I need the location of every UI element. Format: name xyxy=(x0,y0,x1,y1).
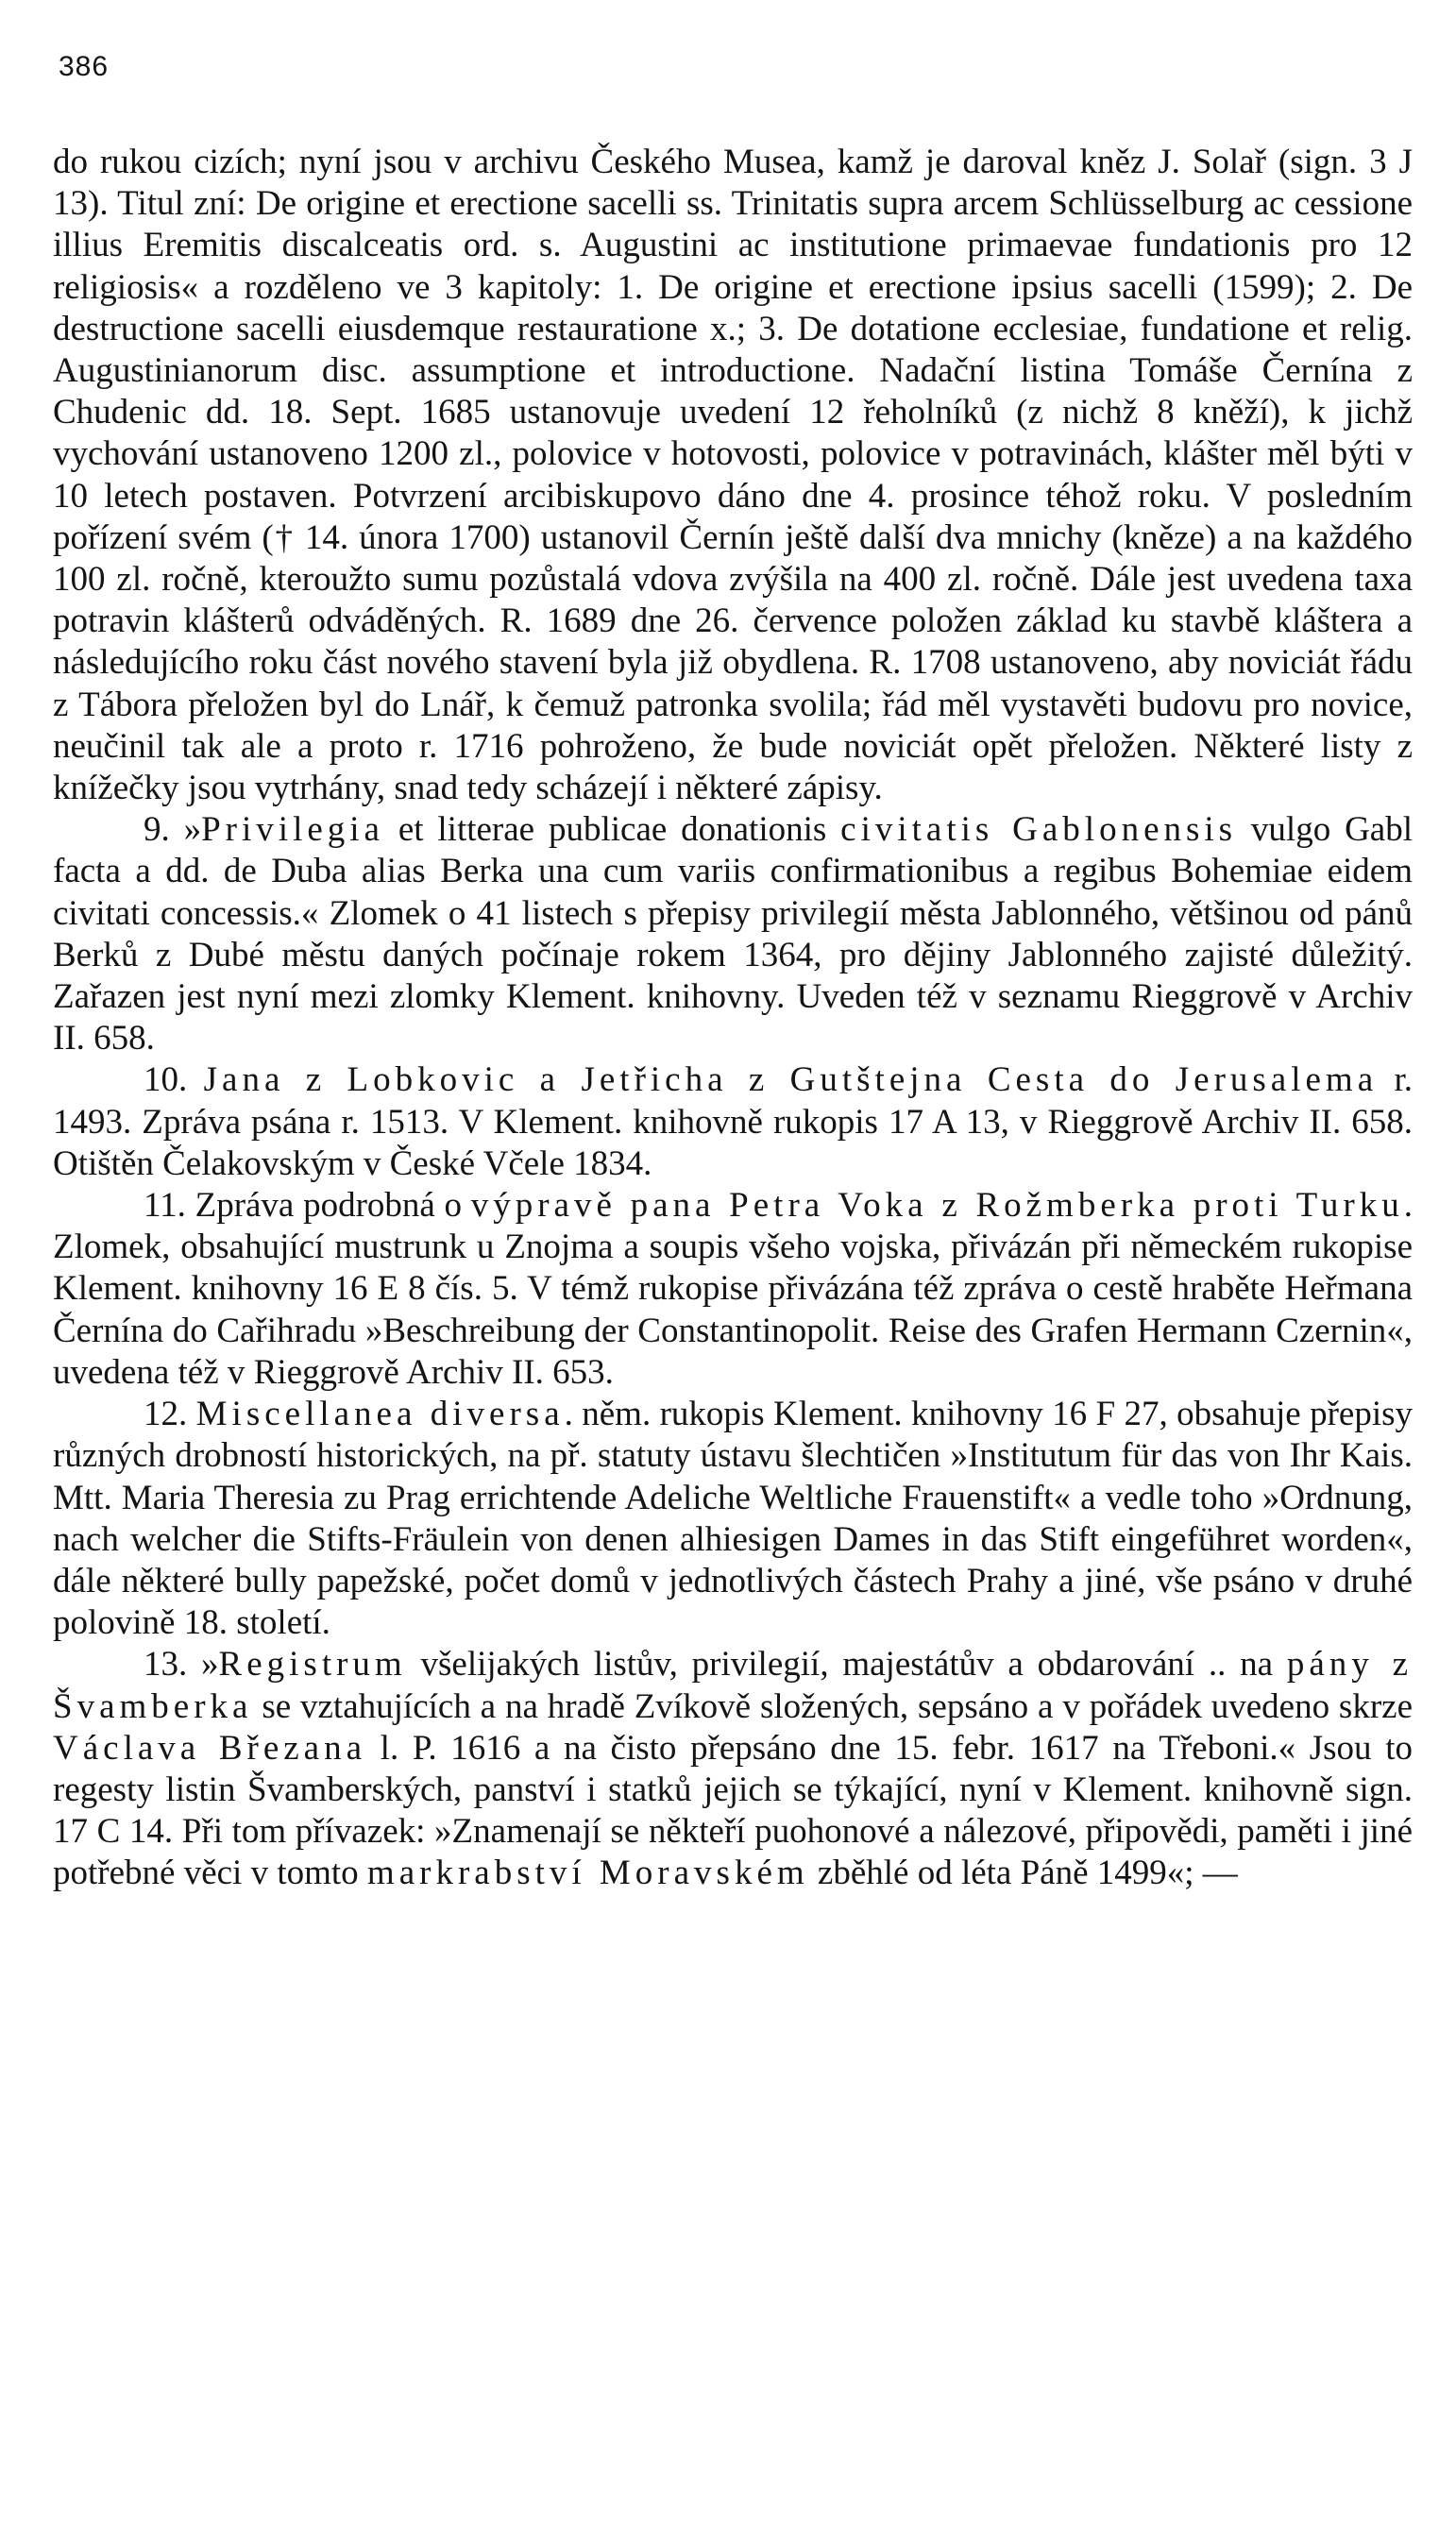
text-run: 11. Zpráva podrobná o xyxy=(144,1186,471,1226)
paragraph-item-12 xyxy=(53,1394,1413,1644)
paragraph-item-10 xyxy=(53,1059,1413,1185)
paragraph-continuation xyxy=(53,142,1413,809)
text-run: l. P. 1616 a na čisto přepsáno dne 15. febr. 1617 na Třeboni.« Jsou to regesty listin Švamberských, panství i statků jejich se týkající, nyní v Klement. knihovně sign. 17 C 14. Při tom přívazek: »Znamenají se někteří puohonové a nálezové, připovědi, paměti i jiné potřebné věci v tomto xyxy=(53,1728,1413,1893)
spaced-title: Privilegia xyxy=(201,810,384,850)
spaced-title: Registrum xyxy=(218,1645,407,1685)
paragraph-item-13 xyxy=(53,1644,1413,1894)
spaced-title: výpravě pana Petra Voka z Rožmberka proti Turku xyxy=(470,1186,1404,1226)
body-text xyxy=(53,142,1413,1895)
text-run: r. 1493. Zpráva psána r. 1513. V Klement. knihovně rukopis 17 A 13, v Rieggrově Archiv II. 658. Otištěn Čelakovským v České Včele 1834. xyxy=(53,1060,1414,1183)
spaced-title: markrabství Moravském xyxy=(366,1854,809,1893)
text-run: et litterae publicae donationis xyxy=(383,810,841,850)
text-run: se vztahujících a na hradě Zvíkově složených, sepsáno a v pořádek uvedeno skrze xyxy=(252,1686,1413,1726)
text-run: . něm. rukopis Klement. knihovny 16 F 27, obsahuje přepisy různých drobností historických, na př. statuty ústavu šlechtičen »Institutum für das von Ihr Kais. Mtt. Maria Theresia zu Prag errichtende Adeliche Weltliche Frauenstift« a vedle toho »Ordnung, nach welcher die Stifts-Fräulein von denen alhiesigen Dames in das Stift eingeführet worden«, dále některé bully papežské, počet domů v jednotlivých částech Prahy a jiné, vše psáno v druhé polovině 18. století. xyxy=(53,1395,1413,1643)
paragraph-item-9 xyxy=(53,809,1413,1059)
spaced-title: Miscellanea diversa xyxy=(195,1395,565,1434)
text-run: vulgo Gabl facta a dd. de Duba alias Berka una cum variis confirmationibus a regibus Bohemiae eidem civitati concessis.« Zlomek o 41 listech s přepisy privilegií města Jablonného, většinou od pánů Berků z Dubé městu daných počínaje rokem 1364, pro dějiny Jablonného zajisté důležitý. Zařazen jest nyní mezi zlomky Klement. knihovny. Uveden též v seznamu Rieggrově v Archiv II. 658. xyxy=(53,810,1413,1058)
page-number: 386 xyxy=(59,51,110,82)
spaced-title: Jana z Lobkovic a Jetřicha z Gutštejna Cesta do Jerusalema xyxy=(203,1060,1379,1100)
spaced-title: civitatis Gablonensis xyxy=(840,810,1238,850)
text-run: 12. xyxy=(144,1395,196,1434)
text-run: . Zlomek, obsahující mustrunk u Znojma a soupis všeho vojska, přivázán při německém rukopise Klement. knihovny 16 E 8 čís. 5. V témž rukopise přivázána též zpráva o cestě hraběte Heřmana Černína do Cařihradu »Beschreibung der Constantinopolit. Reise des Grafen Hermann Czernin«, uvedena též v Rieggrově Archiv II. 653. xyxy=(53,1186,1413,1392)
paragraph-item-11 xyxy=(53,1185,1413,1394)
text-run: 13. » xyxy=(144,1645,219,1685)
text-run: 9. » xyxy=(144,810,202,850)
text-run: zběhlé od léta Páně 1499«; — xyxy=(808,1854,1238,1893)
text-run: všelijakých listův, privilegií, majestátův a obdarování .. na xyxy=(406,1645,1287,1685)
spaced-title: pány z Švamberka xyxy=(53,1645,1414,1726)
spaced-title: Václava Březana xyxy=(53,1728,367,1768)
text-run: do rukou cizích; nyní jsou v archivu Českého Musea, kamž je daroval kněz J. Solař (sign. 3 J 13). Titul zní: De origine et erectione sacelli ss. Trinitatis supra arcem Schlüsselburg ac cessione illius Eremitis discalceatis ord. s. Augustini ac institutione primaevae fundationis pro 12 religiosis« a rozděleno ve 3 kapitoly: 1. De origine et erectione ipsius sacelli (1599); 2. De destructione sacelli eiusdemque restauratione x.; 3. De dotatione ecclesiae, fundatione et relig. Augustinianorum disc. assumptione et introductione. Nadační listina Tomáše Černína z Chudenic dd. 18. Sept. 1685 ustanovuje uvedení 12 řeholníků (z nichž 8 kněží), k jichž vychování ustanoveno 1200 zl., polovice v hotovosti, polovice v potravinách, klášter měl býti v 10 letech postaven. Potvrzení arcibiskupovo dáno dne 4. prosince téhož roku. V posledním pořízení svém († 14. února 1700) ustanovil Černín ještě další dva mnichy (kněze) a na každého 100 zl. ročně, kteroužto sumu pozůstalá vdova zvýšila na 400 zl. ročně. Dále jest uvedena taxa potravin klášterů odváděných. R. 1689 dne 26. července položen základ ku stavbě kláštera a následujícího roku část nového stavení byla již obydlena. R. 1708 ustanoveno, aby noviciát řádu z Tábora přeložen byl do Lnář, k čemuž patronka svolila; řád měl vystavěti budovu pro novice, neučinil tak ale a proto r. 1716 pohroženo, že bude noviciát opět přeložen. Některé listy z knížečky jsou vytrhány, snad tedy scházejí i některé zápisy. xyxy=(53,143,1413,808)
text-run: 10. xyxy=(144,1060,204,1100)
